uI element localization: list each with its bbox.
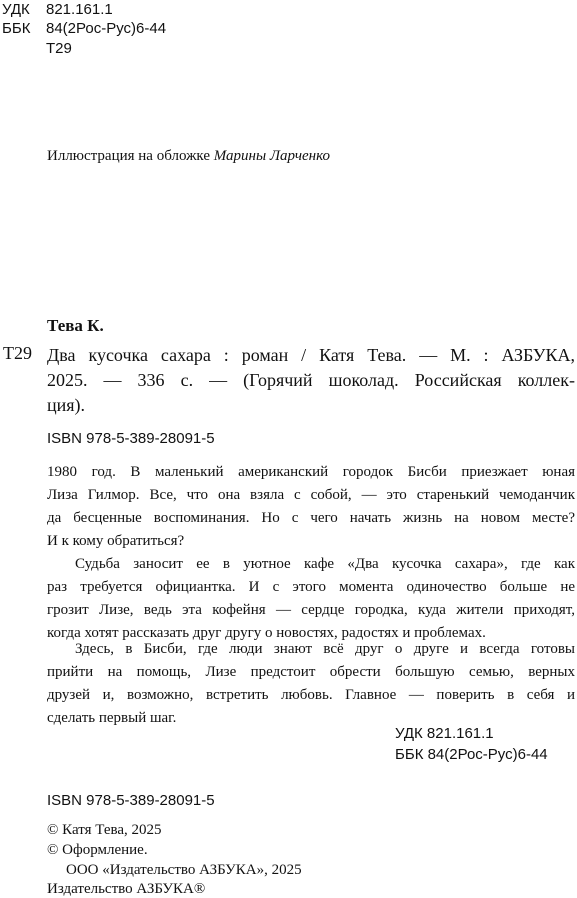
udk-bottom: УДК 821.161.1 [395,725,494,742]
publisher-trademark: Издательство АЗБУКА® [47,881,206,897]
annotation-line: сделать первый шаг. [47,710,177,726]
bib-line-3: ция). [47,395,86,415]
annotation-line: прийти на помощь, Лизе предстоит обрести большую семью, верных [47,664,575,680]
bbk-bottom: ББК 84(2Рос-Рус)6-44 [395,746,548,763]
annotation-line: грозит Лизе, ведь эта кофейня — сердце городка, куда жители приходят, [47,602,575,618]
annotation-line: Судьба заносит ее в уютное кафе «Два кусочка сахара», где как [75,556,575,572]
annotation-paragraph-1 [47,461,575,553]
annotation-line: да бесценные воспоминания. Но с чего начать жизнь на новом месте? [47,510,575,526]
bib-line-1: Два кусочка сахара : роман / Катя Тева. — М. : АЗБУКА, [47,345,575,365]
bib-author-code: Т29 [3,343,32,363]
author-code-top: Т29 [46,40,72,57]
annotation-paragraph-2 [47,553,575,645]
annotation-line: 1980 год. В маленький американский городок Бисби приезжает юная [47,464,575,480]
bib-line-2: 2025. — 336 с. — (Горячий шоколад. Российская коллек- [47,370,575,390]
bbk-value: 84(2Рос-Рус)6-44 [46,20,167,37]
annotation-line: когда хотят рассказать друг другу о новостях, радостях и проблемах. [47,625,486,641]
copyright-publisher: ООО «Издательство АЗБУКА», 2025 [66,862,302,878]
annotation-line: раз требуется официантка. И с этого момента одиночество больше не [47,579,575,595]
annotation-line: Лиза Гилмор. Все, что она взяла с собой, — это старенький чемоданчик [47,487,575,503]
isbn-bottom: ISBN 978-5-389-28091-5 [47,792,215,809]
isbn-top: ISBN 978-5-389-28091-5 [47,430,215,447]
illustration-credit [47,148,330,165]
annotation-line: И к кому обратиться? [47,533,185,549]
bbk-top [2,19,166,39]
bib-author: Тева К. [47,316,104,335]
copyright-author: © Катя Тева, 2025 [47,822,162,838]
annotation-paragraph-3 [47,638,575,730]
annotation-line: Здесь, в Бисби, где люди знают всё друг о друге и всегда готовы [75,641,575,657]
udk-label: УДК [2,1,30,18]
bbk-label: ББК [2,20,31,37]
udk-top [2,0,113,20]
illustration-prefix: Иллюстрация на обложке [47,148,214,164]
illustration-artist: Марины Ларченко [213,148,331,164]
annotation-line: друзей и, возможно, встретить любовь. Главное — поверить в себя и [47,687,575,703]
udk-value: 821.161.1 [46,1,113,18]
copyright-design: © Оформление. [47,842,148,858]
